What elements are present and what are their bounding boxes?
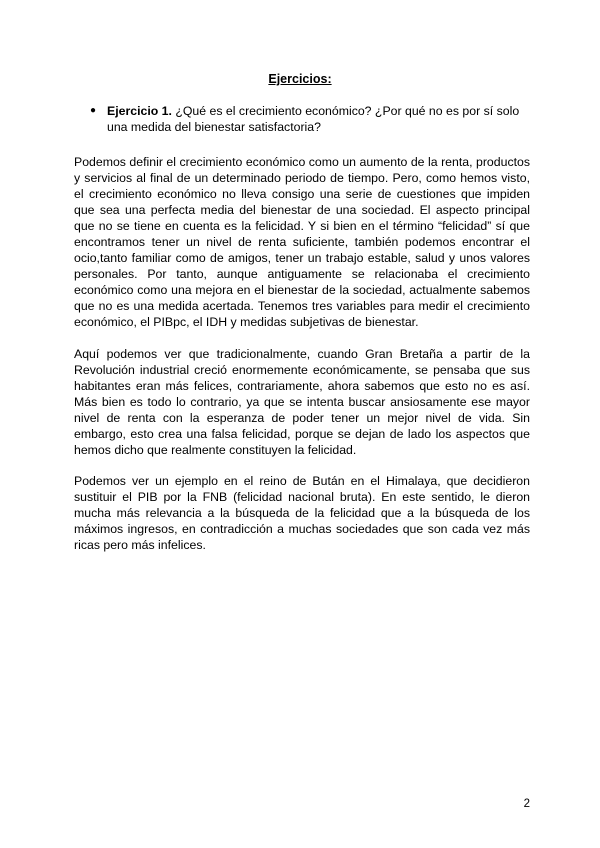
exercise-text — [107, 103, 530, 135]
paragraph-2: Aquí podemos ver que tradicionalmente, cuando Gran Bretaña a partir de la Revolución industrial creció enormemente económicamente, se pensaba que sus habitantes eran más felices, contrariamente, ahora sabemos que esto no es así. Más bien es todo lo contrario, ya que se intenta buscar ansiosamente ese mayor nivel de renta con la esperanza de poder tener un mejor nivel de vida. Sin embargo, esto crea una falsa felicidad, porque se dejan de lado los aspectos que hemos dicho que realmente constituyen la felicidad. — [74, 347, 530, 457]
paragraph-3: Podemos ver un ejemplo en el reino de Bután en el Himalaya, que decidieron sustituir el PIB por la FNB (felicidad nacional bruta). En este sentido, le dieron mucha más relevancia a la búsqueda de la felicidad que a la búsqueda de los máximos ingresos, en contradicción a muchas sociedades que son cada vez más ricas pero más infelices. — [74, 474, 530, 552]
exercise-question: ¿Qué es el crecimiento económico? ¿Por qué no es por sí solo una medida del bienestar satisfactoria? — [107, 104, 520, 134]
exercise-item — [90, 103, 530, 135]
exercise-label: Ejercicio 1. — [107, 104, 172, 118]
paragraph-1: Podemos definir el crecimiento económico como un aumento de la renta, productos y servicios al final de un determinado periodo de tiempo. Pero, como hemos visto, el crecimiento económico no lleva consigo una serie de cuestiones que impiden que sea una perfecta media del bienestar de una sociedad. El aspecto principal que no se tiene en cuenta es la felicidad. Y si bien en el término “felicidad” sí que encontramos tener un nivel de renta suficiente, también podemos encontrar el ocio,tanto familiar como de amigos, tener un trabajo estable, salud y unos valores personales. Por tanto, aunque antiguamente se relacionaba el crecimiento económico como una mejora en el bienestar de la sociedad, actualmente sabemos que no es una medida acertada. Tenemos tres variables para medir el crecimiento económico, el PIBpc, el IDH y medidas subjetivas de bienestar. — [74, 155, 530, 329]
section-heading: Ejercicios: — [268, 72, 332, 86]
bullet-icon: ● — [90, 105, 97, 116]
page-number: 2 — [523, 798, 530, 810]
